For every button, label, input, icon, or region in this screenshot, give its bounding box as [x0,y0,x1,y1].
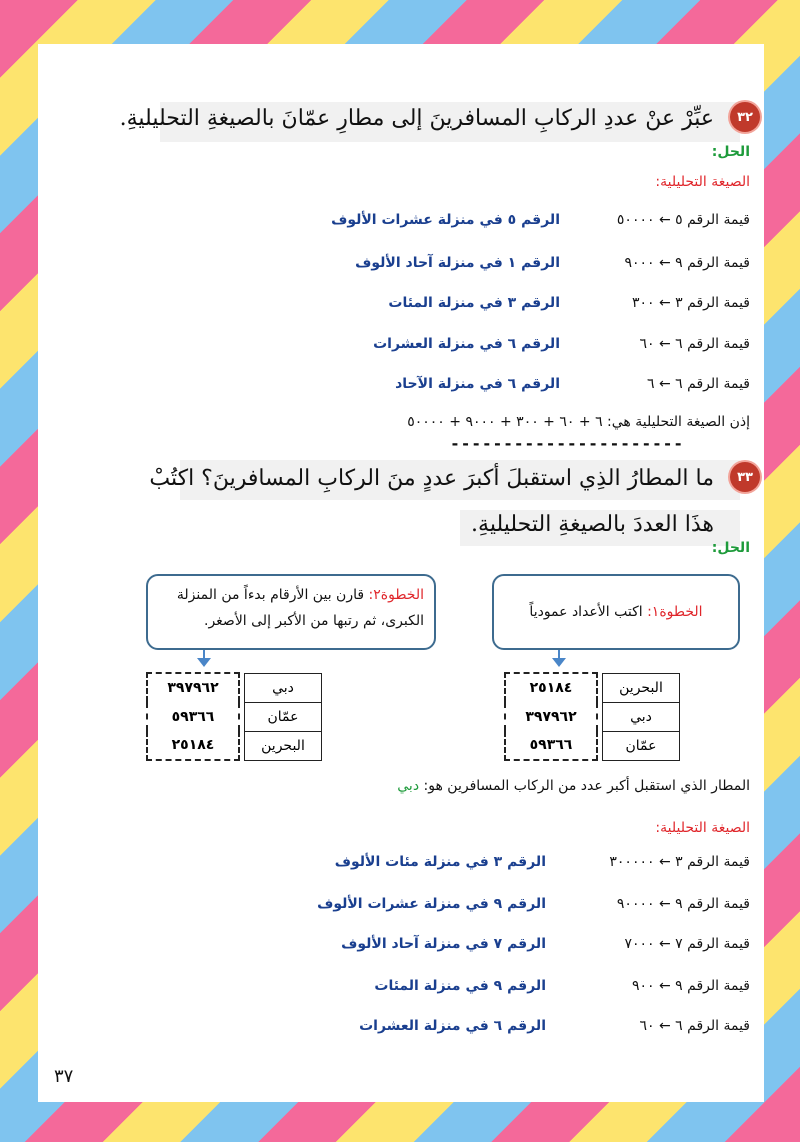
table-sorted-numbers [146,672,322,761]
q32-form-label: الصيغة التحليلية: [655,174,750,190]
airport-name: البحرين [245,731,322,760]
q32-row-value: قيمة الرقم ٦ ← ٦٠ [639,336,750,352]
q32-row [350,295,750,321]
q33-solution-label: الحل: [711,540,750,556]
q33-form-label: الصيغة التحليلية: [655,820,750,836]
step2-arrow-icon [197,650,211,670]
airport-name: عمّان [603,731,680,760]
q32-solution-label: الحل: [711,144,750,160]
q33-row-value: قيمة الرقم ٩ ← ٩٠٠ [631,978,750,994]
step1-arrow-icon [552,650,566,670]
step2-callout [146,574,436,650]
q33-row-value: قيمة الرقم ٩ ← ٩٠٠٠٠ [616,896,750,912]
step2-label: الخطوة٢: [368,587,424,603]
table-row [505,673,680,702]
passenger-count: ٢٥١٨٤ [147,731,239,760]
q32-row-value: قيمة الرقم ٥ ← ٥٠٠٠٠ [616,212,750,228]
q33-row-desc: الرقم ٣ في منزلة مئات الألوف [334,854,546,870]
question-32-text: عبِّرْ عنْ عددِ الركابِ المسافرينَ إلى مطارِ عمّانَ بالصيغةِ التحليليةِ. [119,106,714,131]
q32-row [331,212,750,238]
airport-name: دبي [245,673,322,702]
q33-row-desc: الرقم ٧ في منزلة آحاد الألوف [341,936,546,952]
q32-row [350,336,750,362]
step1-label: الخطوة١: [647,604,703,620]
q33-row-desc: الرقم ٩ في منزلة المئات [374,978,546,994]
q32-row [350,376,750,402]
q32-row-desc: الرقم ٣ في منزلة المئات [388,295,560,311]
table-row [147,731,322,760]
step1-text: اكتب الأعداد عمودياً [529,604,643,620]
q32-row-desc: الرقم ٦ في منزلة الآحاد [395,376,560,392]
table-row [147,673,322,702]
passenger-count: ٣٩٧٩٦٢ [505,702,597,731]
q32-row-desc: الرقم ٥ في منزلة عشرات الألوف [331,212,560,228]
q32-row [350,255,750,281]
question-33-number: ٣٣ [730,462,760,492]
q33-row [317,896,750,922]
airport-name: دبي [603,702,680,731]
q32-row-value: قيمة الرقم ٣ ← ٣٠٠ [631,295,750,311]
answer-prefix: المطار الذي استقبل أكبر عدد من الركاب المسافرين هو: [423,778,750,794]
q33-answer [397,778,750,794]
q33-row-desc: الرقم ٦ في منزلة العشرات [359,1018,546,1034]
question-33-text-line2: هذَا العددَ بالصيغةِ التحليليةِ. [471,512,714,537]
q33-row [330,936,750,962]
question-33-text-line1: ما المطارُ الذِي استقبلَ أكبرَ عددٍ منَ الركابِ المسافرينَ؟ اكتُبْ [149,466,714,491]
table-row [505,702,680,731]
q33-row [330,978,750,1004]
q32-row-desc: الرقم ١ في منزلة آحاد الألوف [355,255,560,271]
answer-value: دبي [397,778,420,794]
worksheet-page [38,44,764,1102]
table-vertical-numbers [504,672,680,761]
q33-row-value: قيمة الرقم ٧ ← ٧٠٠٠ [624,936,750,952]
q33-row [330,1018,750,1044]
table-row [505,731,680,760]
passenger-count: ٢٥١٨٤ [505,673,597,702]
q33-row [330,854,750,880]
q32-row-desc: الرقم ٦ في منزلة العشرات [373,336,560,352]
question-32-number: ٣٢ [730,102,760,132]
airport-name: البحرين [603,673,680,702]
q33-row-value: قيمة الرقم ٣ ← ٣٠٠٠٠٠ [609,854,750,870]
passenger-count: ٥٩٣٦٦ [505,731,597,760]
passenger-count: ٣٩٧٩٦٢ [147,673,239,702]
section-separator: ---------------------- [450,434,684,453]
step1-callout [492,574,740,650]
airport-name: عمّان [245,702,322,731]
q32-row-value: قيمة الرقم ٩ ← ٩٠٠٠ [624,255,750,271]
q33-row-desc: الرقم ٩ في منزلة عشرات الألوف [317,896,546,912]
q33-row-value: قيمة الرقم ٦ ← ٦٠ [639,1018,750,1034]
passenger-count: ٥٩٣٦٦ [147,702,239,731]
table-row [147,702,322,731]
q32-summary: إذن الصيغة التحليلية هي: ٦ + ٦٠ + ٣٠٠ + ٩٠٠٠ + ٥٠٠٠٠ [407,414,750,430]
q32-row-value: قيمة الرقم ٦ ← ٦ [646,376,750,392]
step2-text: قارن بين الأرقام بدءاً من المنزلة الكبرى، ثم رتبها من الأكبر إلى الأصغر. [176,587,424,629]
page-number: ٣٧ [54,1066,74,1087]
